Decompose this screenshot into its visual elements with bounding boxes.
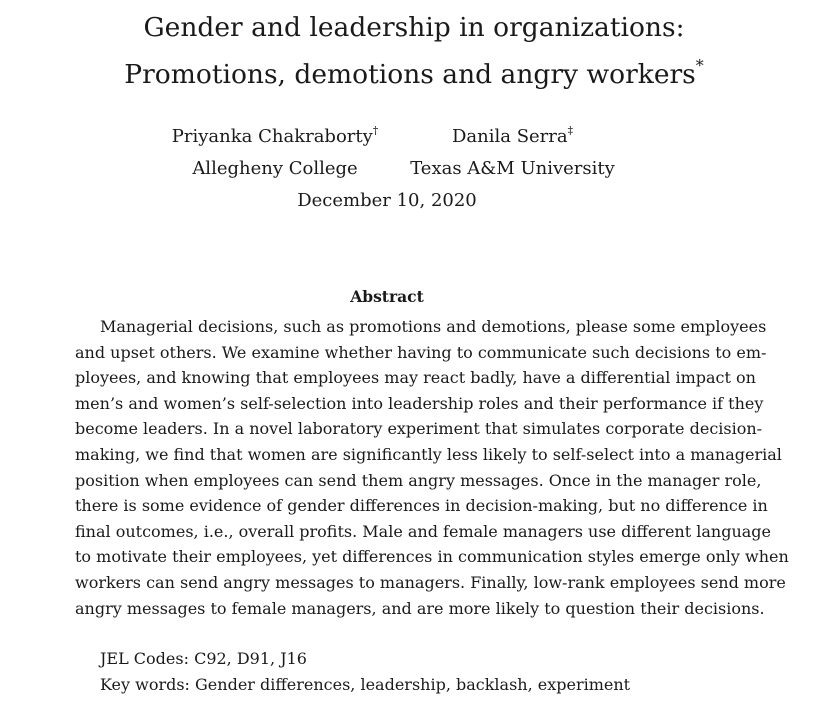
abstract-line: there is some evidence of gender differences in decision-making, but no difference in <box>75 496 768 516</box>
jel-codes: JEL Codes: C92, D91, J16 <box>100 649 307 668</box>
abstract-line: final outcomes, i.e., overall profits. Male and female managers use different language <box>75 521 771 541</box>
author-1-mark: † <box>372 123 379 137</box>
abstract-line: workers can send angry messages to managers. Finally, low-rank employees send more <box>75 572 786 592</box>
author-block-2 <box>405 116 620 185</box>
keywords: Key words: Gender differences, leadership, backlash, experiment <box>100 675 631 694</box>
abstract-line: become leaders. In a novel laboratory experiment that simulates corporate decision- <box>75 419 763 439</box>
title-line-2 <box>0 48 828 95</box>
author-2-name: Danila Serra <box>451 126 568 147</box>
title-footnote-mark: * <box>695 56 704 76</box>
abstract-line: and upset others. We examine whether having to communicate such decisions to em- <box>75 342 767 362</box>
paper-date: December 10, 2020 <box>297 190 477 211</box>
abstract-line: making, we find that women are significantly less likely to self-select into a managerial <box>75 444 782 464</box>
author-block-1 <box>160 116 390 185</box>
title-line-2-text: Promotions, demotions and angry workers <box>124 58 696 90</box>
abstract-line: position when employees can send them angry messages. Once in the manager role, <box>75 470 762 490</box>
author-1 <box>160 116 390 153</box>
author-1-affiliation: Allegheny College <box>192 158 358 179</box>
author-2-affiliation: Texas A&M University <box>410 158 615 179</box>
paper-metadata <box>100 646 630 698</box>
author-2 <box>405 116 620 153</box>
paper-title <box>0 8 828 95</box>
author-2-mark: ‡ <box>567 123 574 137</box>
abstract-heading: Abstract <box>350 287 424 306</box>
abstract-line: to motivate their employees, yet differences in communication styles emerge only when <box>75 547 789 567</box>
abstract-line: Managerial decisions, such as promotions and demotions, please some employees <box>100 317 767 336</box>
abstract-line: ployees, and knowing that employees may react badly, have a differential impact on <box>75 368 756 388</box>
author-1-name: Priyanka Chakraborty <box>171 126 373 147</box>
abstract-body <box>75 314 789 621</box>
abstract-line: men’s and women’s self-selection into leadership roles and their performance if they <box>75 393 764 413</box>
abstract-line: angry messages to female managers, and are more likely to question their decisions. <box>75 598 765 618</box>
title-line-1: Gender and leadership in organizations: <box>143 12 685 43</box>
